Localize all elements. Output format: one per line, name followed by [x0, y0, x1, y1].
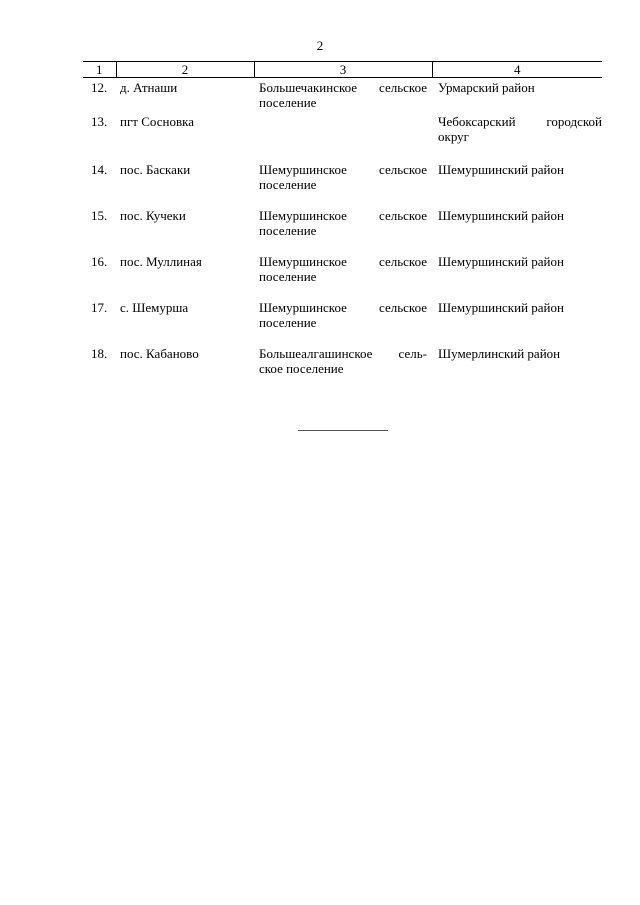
settlements-table — [83, 61, 602, 390]
table-row — [83, 344, 602, 390]
table-row — [83, 78, 602, 113]
row-number: 14. — [91, 162, 108, 177]
row-number: 12. — [91, 80, 108, 95]
settlement-name: Большечакинское сельское поселение — [259, 80, 427, 110]
settlement-name: Шемуршинское сельское поселение — [259, 162, 427, 192]
settlement-name — [254, 112, 432, 160]
table-row — [83, 298, 602, 344]
settlement-name: Большеалгашинское сель-ское поселение — [259, 346, 427, 376]
column-header: 2 — [116, 62, 254, 78]
column-header: 4 — [432, 62, 602, 78]
locality-name: пос. Кабаново — [120, 346, 199, 361]
table-row — [83, 206, 602, 252]
page-number: 2 — [316, 38, 324, 53]
locality-name: д. Атнаши — [120, 80, 178, 95]
row-number: 13. — [91, 114, 108, 129]
locality-name: с. Шемурша — [120, 300, 189, 315]
district-name: Урмарский район — [438, 80, 535, 95]
settlement-name: Шемуршинское сельское поселение — [259, 208, 427, 238]
district-name: Шемуршинский район — [438, 254, 564, 269]
district-name: Шемуршинский район — [438, 162, 564, 177]
row-number: 17. — [91, 300, 108, 315]
table-row — [83, 160, 602, 206]
table-row — [83, 112, 602, 160]
locality-name: пос. Муллиная — [120, 254, 202, 269]
end-divider-line — [298, 430, 388, 431]
column-header: 3 — [254, 62, 432, 78]
table-header-row — [83, 62, 602, 78]
settlement-name: Шемуршинское сельское поселение — [259, 300, 427, 330]
locality-name: пгт Сосновка — [120, 114, 194, 129]
locality-name: пос. Кучеки — [120, 208, 186, 223]
district-name: Шемуршинский район — [438, 208, 564, 223]
settlement-name: Шемуршинское сельское поселение — [259, 254, 427, 284]
district-name: Шумерлинский район — [438, 346, 561, 361]
row-number: 15. — [91, 208, 108, 223]
column-header: 1 — [83, 62, 116, 78]
district-name: Чебоксарский городской округ — [438, 114, 602, 144]
locality-name: пос. Баскаки — [120, 162, 191, 177]
table-row — [83, 252, 602, 298]
district-name: Шемуршинский район — [438, 300, 564, 315]
row-number: 16. — [91, 254, 108, 269]
row-number: 18. — [91, 346, 108, 361]
